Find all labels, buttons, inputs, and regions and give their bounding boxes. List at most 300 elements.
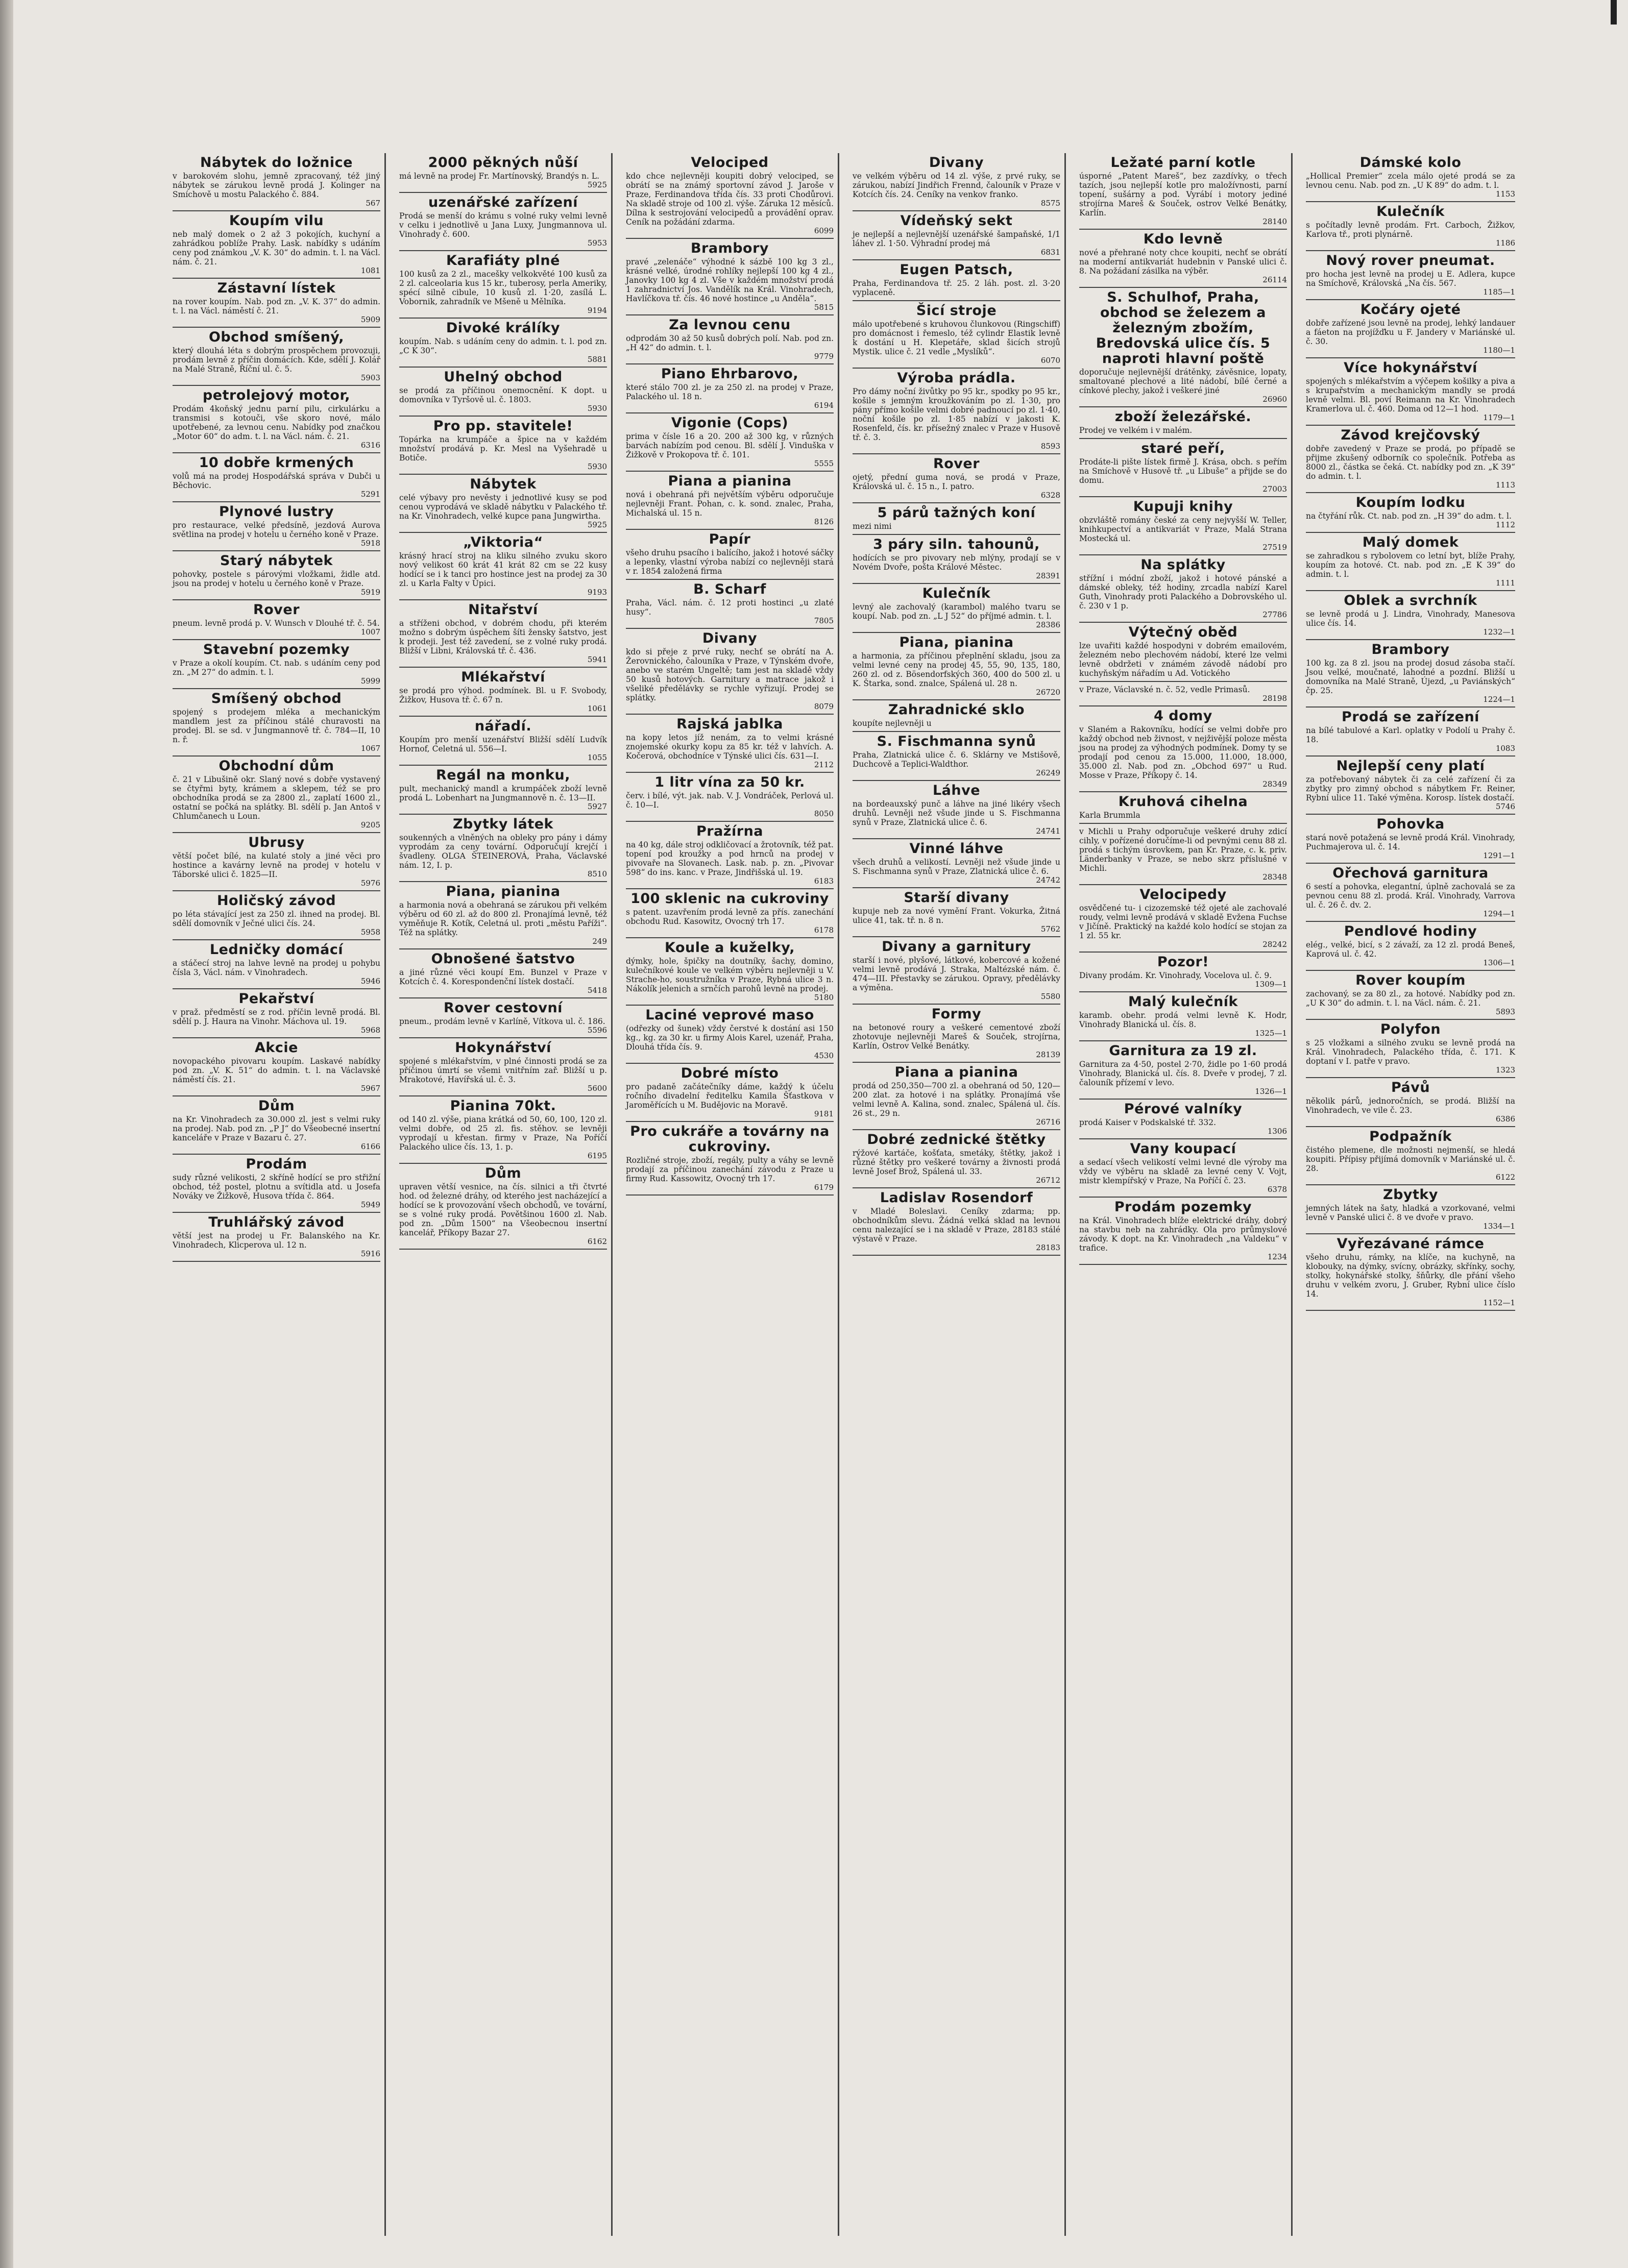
ad-title: Zbytky látek [452,816,554,832]
ad-text: od 140 zl. výše, piana krátká od 50, 60, 100, 120 zl. velmi dobře, od 25 zl. fis. stěhov. se levněji vyprodají u křestan. firmy v Praze, Na Poříčí Palackého ulice čís. 13, 1. p. [399,1115,607,1152]
ad-text: spojených s mlékařstvím a výčepem košilky a piva a s krupařstvím a mechanickým mandly se prodá levně velmi. Bl. poví Reimann na Kr. Vinohradech Kramerlova ul. č. 460. Doma od 12—1 hod. [1306,377,1515,413]
classified-ad [1306,1185,1515,1234]
classified-ad [1079,706,1287,792]
classified-ad [1306,426,1515,493]
classified-ad [173,386,380,453]
ad-reference-number: 9205 [360,820,380,830]
ad-text: všeho druhu psacího i balícího, jakož i hotové sáčky a lepenky, vlastní výroba nabízí co nejlevněji stará v r. 1854 založená firma [626,548,834,576]
ad-title: Pražírna [696,823,764,839]
ad-title: Pro cukráře a továrny na cukroviny. [630,1124,830,1155]
classified-ad [853,1130,1060,1188]
classified-ad [1306,251,1515,300]
ad-text: Divany prodám. Kr. Vinohrady, Vocelova ul. č. 9. [1079,971,1272,980]
ad-text: koupím. Nab. s udáním ceny do admin. t. l. pod zn. „C K 30“. [399,337,607,355]
classified-ad [173,600,380,640]
ad-title: Garnitura za 19 zl. [1109,1043,1257,1059]
classified-ad [1079,623,1287,682]
classified-ad [626,822,834,889]
ad-text: odprodám 30 až 50 kusů dobrých polí. Nab. pod zn. „H 42“ do admin. t. l. [626,334,834,352]
classified-ad [1306,864,1515,922]
classified-ad [399,600,607,668]
ad-reference-number: 5291 [360,490,380,499]
ad-reference-number: 28242 [1262,940,1287,949]
classified-ad [1306,1127,1515,1185]
ad-title: Pávů [1391,1080,1430,1095]
ad-reference-number: 28349 [1262,779,1287,789]
ad-text: ojetý, přední guma nová, se prodá v Praze, Královská ul. č. 15 n., I. patro. [853,473,1060,491]
classified-ad [853,700,1060,732]
ad-title: 5 párů tažných koní [877,505,1036,521]
ad-title: Truhlářský závod [208,1214,345,1230]
ad-text: volů má na prodej Hospodářská správa v Dubči u Běchovic. [173,472,380,490]
ad-title: Pozor! [1157,954,1209,970]
ad-title: Kdo levně [1143,231,1223,247]
classified-ad [173,453,380,502]
column-1 [168,153,386,2236]
ad-text: a jiné různé věci koupí Em. Bunzel v Praze v Kotcích č. 4. Korespondenční lístek dostačí. [399,968,607,986]
classified-ad [626,239,834,315]
ad-title: Kulečník [1376,204,1445,220]
ad-reference-number: 1334—1 [1483,1222,1515,1231]
classified-ad [1306,202,1515,251]
classified-ad [1079,1198,1287,1265]
ad-text: krásný hrací stroj na kliku silného zvuku skoro nový velikost 60 krát 41 krát 82 cm se 22 kusy hodící se i k tanci pro hostince jest na prodej za 30 zl. u Karla Falty v Úpici. [399,551,607,588]
ad-title: Pérové valníky [1124,1101,1243,1117]
ad-title: staré peří, [1141,441,1225,456]
ad-title: S. Schulhof, Praha, obchod se železem a železným zbožím, Bredovská ulice čís. 5 naproti hlavní poště [1096,289,1271,367]
classified-ad [1306,1234,1515,1311]
classified-ad [399,1038,607,1096]
classified-ad [626,530,834,580]
ad-title: Obchod smíšený, [208,329,345,345]
classified-ad [399,717,607,766]
ad-title: Kupuji knihy [1133,499,1233,515]
ad-reference-number: 1306—1 [1483,958,1515,967]
ad-text: čistého plemene, dle možnosti nejmenší, se hledá koupiti. Přípisy přijímá domovník v Mariánské ul. č. 28. [1306,1145,1515,1173]
ad-text: za potřebovaný nábytek či za celé zařízení či za zbytky pro zimný obchod s nábytkem Fr. Reiner, Rybní ulice 11. Také výměna. Korosp. lístek dostačí. [1306,775,1515,802]
ad-title: Divany a garnitury [882,939,1031,955]
ad-title: Vany koupací [1130,1141,1236,1157]
ad-text: kdo chce nejlevněji koupiti dobrý velociped, se obrátí se na známý sportovní závod J. Jaroše v Praze, Ferdinandova třída čís. 33 proti Chodůrovi. Na skladě stroje od 100 zl. výše. Záruka 12 měsíců. Dílna k sestrojování velocipedů a provádění oprav. Ceník na požádání zdarma. [626,172,834,227]
ad-text: Praha, Václ. nám. č. 12 proti hostinci „u zlaté husy“. [626,598,834,617]
ad-text: osvědčené tu- i cizozemské též ojeté ale zachovalé roudy, velmi levně prodává v skladě Evžena Fuchse v Jičíně. Praktický na každé kolo hodící se stojan za 1 zl. 55 kr. [1079,904,1287,940]
ad-reference-number: 1186 [1495,238,1515,248]
ad-title: Šicí stroje [916,303,997,319]
ad-text: pult, mechanický mandl a krumpáček zboží levně prodá L. Lobenhart na Jungmannově n. č. 13—II. [399,784,607,802]
ad-title: Divany [929,155,984,170]
classified-ad [1306,757,1515,815]
column-4 [848,153,1066,2236]
ad-reference-number: 1323 [1495,1065,1515,1075]
ad-title: Kočáry ojeté [1360,302,1461,318]
ad-title: Za levnou cenu [669,317,791,333]
classified-ad [399,193,607,251]
ad-text: úsporné „Patent Mareš“, bez zazdívky, o třech tazích, jsou nejlepší kotle pro maložívnosti, parní topení, sušárny a pod. Vyrábí i motory jediné strojírna Mareš & Souček, ostrov Velké Benátky, Karlín. [1079,172,1287,217]
ad-title: zboží železářské. [1114,409,1252,425]
column-3 [622,153,839,2236]
classified-ad [399,153,607,193]
ad-title: Výroba prádla. [897,370,1016,386]
ad-text: v Praze, Václavské n. č. 52, vedle Primasů. [1079,685,1250,694]
ad-title: Piana, pianina [899,635,1014,650]
ad-title: Rajská jablka [676,716,783,732]
ad-text: elég., velké, bicí, s 2 závaží, za 12 zl. prodá Beneš, Kaprová ul. č. 42. [1306,940,1515,959]
ad-title: Polyfon [1380,1021,1441,1037]
ad-title: Koule a kuželky, [665,940,795,956]
ad-reference-number: 9181 [814,1109,834,1118]
classified-ad [1079,153,1287,230]
ad-text: pro restaurace, velké předsíně, jezdová Aurova světlina na prodej v hotelu u černého koně v Praze. [173,521,380,539]
ad-title: Dámské kolo [1359,155,1462,170]
ad-title: Vigonie (Cops) [671,415,789,431]
ad-title: S. Fischmanna synů [877,734,1036,749]
ad-reference-number: 1112 [1495,520,1515,529]
ad-text: upraven větší vesnice, na čís. silnici a tři čtvrté hod. od železné dráhy, od kterého jest nacházející a hodící se k provozování všech obchodů, ve tovární, se s volné ruky prodá. Povětšinou 1600 zl. Nab. pod zn. „Dům 1500“ na Všeobecnou insertní kancelář, Příkopy Bazar 27. [399,1182,607,1237]
ad-text: sudy různé velikosti, 2 skříně hodící se pro střižní obchod, též postel, plotnu a svítidla atd. u Josefa Nováky ve Žižkově, Husova třída č. 864. [173,1173,380,1201]
ad-reference-number: 1152—1 [1483,1298,1515,1307]
ad-reference-number: 6122 [1495,1173,1515,1182]
ad-text: obzvláště romány české za ceny nejvyšší W. Teller, knihkupectví a antikvariát v Praze, Malá Strana Mostecká ul. [1079,516,1287,543]
ad-reference-number: 5600 [587,1084,607,1093]
classified-ad [1306,300,1515,358]
classified-ad [626,315,834,364]
ad-title: Mlékařství [461,669,545,685]
ad-title: Piana a pianina [894,1064,1018,1080]
ad-reference-number: 9194 [587,306,607,315]
ad-reference-number: 26712 [1036,1176,1060,1185]
classified-ad [1306,493,1515,533]
ad-reference-number: 1083 [1495,744,1515,753]
ad-title: Pendlové hodiny [1344,923,1477,939]
ad-text: na kopy letos jíž nenám, za to velmi krásné znojemské okurky kopu za 85 kr. též v lahvích. A. Kočerová, obchodníce v Týnské ulici čís. 631—I. [626,733,834,761]
ad-title: Prodá se zařízení [1342,709,1479,725]
ad-title: Zbytky [1383,1187,1438,1203]
ad-title: Pianina 70kt. [450,1098,556,1114]
classified-ad [1306,358,1515,426]
classified-ad [1079,1100,1287,1139]
ad-reference-number: 26716 [1036,1117,1060,1127]
classified-ad [853,888,1060,937]
ad-text: lze uvařiti každé hospodyni v dobrém emailovém, železném nebo plechovém nádobí, které lze velmi levně obdržeti v známém závodě nádobí pro kuchyňským nářadím u Ad. Votického [1079,641,1287,678]
ad-text: a sedací všech velikostí velmi levné dle výroby ma vždy ve výběru na skladě za levné ceny V. Vojt, mistr klempířský v Praze, Na Poříčí č. 23. [1079,1158,1287,1185]
ad-reference-number: 8050 [814,809,834,818]
classified-ad [1306,971,1515,1020]
ad-reference-number: 5919 [360,588,380,597]
ad-reference-number: 1234 [1267,1252,1287,1261]
ad-title: Piana a pianina [668,473,792,489]
ad-title: Vyřezávané rámce [1337,1236,1485,1252]
ad-reference-number: 5918 [360,539,380,548]
classified-ad [853,1005,1060,1063]
classified-ad [173,1096,380,1155]
classified-ad [853,369,1060,454]
ad-reference-number: 28391 [1036,571,1060,580]
classified-ad [173,833,380,891]
ad-text: v barokovém slohu, jemně zpracovaný, též jiný nábytek se zárukou levně prodá J. Kolinger na Smíchově u mostu Palackého č. 884. [173,172,380,199]
classified-ad [1079,230,1287,288]
page-binding-shadow [0,0,13,2268]
ad-title: Rover [253,602,300,618]
ad-title: Dobré místo [681,1065,779,1081]
ad-reference-number: 249 [592,937,607,946]
ad-reference-number: 5903 [360,373,380,382]
ad-reference-number: 1179—1 [1483,413,1515,422]
classified-ad [399,998,607,1038]
ad-reference-number: 26960 [1262,395,1287,404]
classified-ad [399,668,607,717]
ad-text: (odřezky od šunek) vždy čerstvé k dostání asi 150 kg., kg. za 30 kr. u firmy Alois Karel, uzenář, Praha, Dlouhá třída čís. 9. [626,1024,834,1052]
classified-ad [173,989,380,1038]
ad-text: hodících se pro pivovary neb mlýny, prodají se v Novém Dvoře, pošta Králové Městec. [853,553,1060,572]
ad-reference-number: 5180 [814,993,834,1002]
classified-ad [1306,1020,1515,1078]
page-corner-mark [1611,0,1617,25]
ad-title: Formy [931,1006,982,1022]
classified-ad [1306,591,1515,640]
classified-ad [1306,1078,1515,1127]
ad-title: Nejlepší ceny platí [1336,758,1485,774]
ad-title: Velociped [691,155,769,170]
classified-ads-page [168,153,1521,2236]
ad-title: Brambory [1371,642,1450,657]
ad-reference-number: 5746 [1495,802,1515,811]
classified-ad [626,889,834,938]
ad-reference-number: 1291—1 [1483,851,1515,860]
ad-text: pro padaně začátečníky dáme, každý k účelu ročního divadelní ředitelku Kamila Šťastkova v Jaroměřících u M. Budějovic na Moravě. [626,1082,834,1110]
ad-reference-number: 1180—1 [1483,346,1515,355]
ad-title: Eugen Patsch, [900,262,1013,278]
ad-reference-number: 6386 [1495,1114,1515,1124]
classified-ad [853,211,1060,260]
ad-text: pohovky, postele s párovými vložkami, židle atd. jsou na prodej v hotelu u černého koně v Praze. [173,570,380,588]
ad-title: Kruhová cihelna [1118,794,1248,810]
ad-text: stará nově potažená se levně prodá Král. Vinohrady, Puchmajerova ul. č. 14. [1306,833,1515,851]
classified-ad [173,1038,380,1096]
ad-text: na Kr. Vinohradech za 30.000 zl. jest s velmi ruky na prodej. Nab. pod zn. „P J“ do Všeobecné insertní kanceláře v Praze v Bazaru č. 27. [173,1115,380,1142]
classified-ad [399,417,607,475]
ad-text: v Michli u Prahy odporučuje veškeré druhy zdicí cihly, v pořízené doručíme-li od pevnými cenu 88 zl. prodá s tichým úsrovkem, pan Kr. Praze, c. k. priv. Länderbanky v Praze, se nebo skrz příslušné v Michli. [1079,827,1287,873]
ad-text: kdo si přeje z prvé ruky, nechť se obrátí na A. Žerovnického, čalouníka v Praze, v Týnském dvoře, anebo ve starém Ungeltě; tam jest na skladě vždy 50 kusů hotových. Garnitury a matrace jakož i všeliké předělávky se rychle vyřizují. Prodej se splátky. [626,647,834,702]
ad-reference-number: 6195 [587,1151,607,1160]
ad-reference-number: 5967 [360,1084,380,1093]
ad-title: Divoké králíky [446,320,561,336]
ad-title: Regál na monku, [436,767,570,783]
classified-ad [1079,407,1287,439]
ad-title: Stavební pozemky [203,642,350,657]
ad-title: Piano Ehrbarovo, [661,366,799,382]
ad-title: Holičský závod [216,893,336,909]
classified-ad [1079,682,1287,706]
classified-ad [399,1096,607,1164]
classified-ad [1079,953,1287,992]
ad-reference-number: 5596 [587,1026,607,1035]
ad-title: Obnošené šatstvo [431,951,575,967]
ad-text: na bordeauxský punč a láhve na jiné likéry všech druhů. Levněji než všude jinde u S. Fischmanna synů v Praze, Zlatnická ulice č. 6. [853,799,1060,827]
ad-title: Více hokynářství [1344,360,1477,376]
ad-text: „Hollical Premier“ zcela málo ojeté prodá se za levnou cenu. Nab. pod zn. „U K 89“ do adm. t. l. [1306,172,1515,190]
ad-reference-number: 6070 [1040,356,1060,365]
classified-ad [173,891,380,940]
ad-title: Vinné láhve [909,841,1004,857]
classified-ad [399,766,607,815]
ad-text: a harmonia nová a obehraná se zárukou při velkém výběru od 60 zl. až do 800 zl. Pronajímá levně, též vyměňuje R. Kotík, Celetná ul. proti „městu Paříži“. Též na splátky. [399,900,607,937]
classified-ad [399,251,607,319]
classified-ad [1079,1041,1287,1100]
ad-title: Akcie [255,1040,298,1056]
ad-reference-number: 1081 [360,266,380,275]
ad-text: 100 kusů za 2 zl., macešky velkokvěté 100 kusů za 2 zl. calceolaria kus 15 kr., tuberosy, perla Ameriky, spécí silně cibule, 10 kusů zl. 1·20, zasílá L. Vobornik, zahradník ve Mšeně u Mělníka. [399,270,607,306]
ad-text: dobře zavedený v Praze se prodá, po případě se přijme zkušený odborník co společník. Potřeba as 8000 zl., částka se čeká. Ct. nabídky pod zn. „K 39“ do admin. t. l. [1306,444,1515,481]
ad-text: na rover koupím. Nab. pod zn. „V. K. 37“ do admin. t. l. na Václ. náměstí č. 21. [173,297,380,315]
classified-ad [626,413,834,472]
classified-ad [173,1213,380,1262]
classified-ad [173,940,380,989]
ad-title: Hokynářství [455,1040,551,1056]
ad-text: pneum., prodám levně v Karlíně, Vítkova ul. č. 186. [399,1017,605,1026]
ad-text: všeho druhu, rámky, na klíče, na kuchyně, na klobouky, na dýmky, svícny, obrázky, skřínky, sochy, stolky, hokynářské stolky, šňůrky, dle přání všeho druhu v velkém zvoru, J. Gruber, Rybní ulice číslo 14. [1306,1253,1515,1299]
ad-reference-number: 5976 [360,879,380,888]
classified-ad [626,153,834,239]
ad-reference-number: 6162 [587,1237,607,1246]
ad-reference-number: 8575 [1040,199,1060,208]
ad-text: novopackého pivovaru koupím. Laskavé nabídky pod zn. „V. K. 51“ do admin. t. l. na Václavské náměstí čís. 21. [173,1057,380,1084]
ad-reference-number: 6099 [814,226,834,235]
classified-ad [173,328,380,386]
ad-text: levný ale zachovalý (karambol) malého tvaru se koupí. Nab. pod zn. „L J 52“ do příjmé admin. t. l. [853,602,1060,621]
classified-ad [853,260,1060,301]
ad-text: karamb. obehr. prodá velmi levně K. Hodr, Vinohrady Blanická ul. čís. 8. [1079,1011,1287,1029]
classified-ad [626,1122,834,1196]
ad-title: Rover cestovní [444,1000,563,1016]
ad-text: na čtyřání růk. Ct. nab. pod zn. „H 39“ do adm. t. l. [1306,511,1512,521]
ad-reference-number: 5909 [360,315,380,324]
ad-reference-number: 5580 [1040,992,1060,1001]
ad-text: Prodej ve velkém i v malém. [1079,426,1193,435]
ad-text: má levně na prodej Fr. Martínovský, Brandýs n. L. [399,172,600,181]
ad-title: Malý domek [1362,534,1459,550]
classified-ad [399,533,607,600]
classified-ad [853,732,1060,781]
ad-reference-number: 8593 [1040,442,1060,451]
ad-reference-number: 1294—1 [1483,909,1515,918]
ad-reference-number: 1232—1 [1483,627,1515,637]
ad-text: jemných látek na šaty, hladká a vzorkované, velmi levně v Panské ulici č. 8 ve dvoře v pravo. [1306,1204,1515,1222]
ad-title: Pohovka [1376,816,1445,832]
ad-reference-number: 1153 [1495,189,1515,199]
classified-ad [1079,497,1287,555]
classified-ad [173,279,380,328]
ad-text: s počítadly levně prodám. Frt. Carboch, Žižkov, Karlova tř., proti plynárně. [1306,221,1515,239]
ad-text: po léta stávající jest za 250 zl. ihned na prodej. Bl. sdělí domovník v Ječné ulici čís. 24. [173,910,380,928]
ad-title: Divany [702,630,758,646]
ad-text: všech druhů a velikostí. Levněji než všude jinde u S. Fischmanna synů v Praze, Zlatnická ulice č. 6. [853,858,1060,876]
ad-reference-number: 5418 [587,986,607,995]
ad-text: 6 sestí a pohovka, elegantní, úplně zachovalá se za pevnou cenu 88 zl. prodá. Král. Vinohrady, Varrova ul. č. 26 č. dv. 2. [1306,882,1515,910]
ad-reference-number: 5815 [814,303,834,312]
column-6 [1302,153,1519,2236]
classified-ad [853,633,1060,700]
ad-text: Karla Brummla [1079,811,1140,820]
ad-reference-number: 8079 [814,702,834,711]
ad-text: který dlouhá léta s dobrým prospěchem provozuji, prodám levně z příčin domácích. Kde, sdělí J. Kolář na Malé Straně, Říční ul. č. 5. [173,346,380,374]
ad-title: 1 litr vína za 50 kr. [654,774,805,790]
ad-reference-number: 1325—1 [1255,1029,1287,1038]
ad-text: rýžové kartáče, košťata, smetáky, štětky, jakož i různé štětky pro veškeré továrny a živnosti prodá levně Josef Brož, Spálená ul. 33. [853,1149,1060,1176]
ad-text: pneum. levně prodá p. V. Wunsch v Dlouhé tř. č. 54. [173,619,380,628]
ad-reference-number: 1309—1 [1255,980,1287,989]
classified-ad [173,689,380,757]
ad-reference-number: 8510 [587,869,607,879]
classified-ad [399,815,607,882]
ad-reference-number: 1007 [360,627,380,637]
ad-title: Dům [258,1098,295,1114]
ad-text: dobře zařízené jsou levně na prodej, lehký landauer a fáeton na projížďku u F. Jandery v Mariánské ul. č. 30. [1306,319,1515,346]
ad-text: se levně prodá u J. Lindra, Vinohrady, Manesova ulice čís. 14. [1306,609,1515,628]
ad-text: a stříženi obchod, v dobrém chodu, při kterém možno s dobrým úspěchem šíti žensky šatstvo, jest k prodeji. Jest též zavedení, se z volné ruky prodá. Bližší v Libni, Královská tř. č. 436. [399,619,607,655]
ad-text: doporučuje nejlevnější drátěnky, závěsnice, lopaty, smaltované plechové a lité nádobí, bílé černé a cínkové plechy, jakož i veškeré jiné [1079,368,1287,395]
classified-ad [853,1063,1060,1130]
classified-ad [853,503,1060,535]
classified-ad [853,1188,1060,1256]
ad-text: na betonové roury a veškeré cementové zboží zhotovuje nejlevněji Mareš & Souček, strojírna, Karlín, Ostrov Velké Benátky. [853,1023,1060,1051]
ad-text: větší počet bílé, na kulaté stoly a jiné věci pro hostince a kavárny levně na prodej v hotelu v Táborské ulici č. 1825—II. [173,851,380,879]
ad-title: nářadí. [474,718,532,734]
ad-reference-number: 5941 [587,655,607,664]
ad-text: prodá Kaiser v Podskalské tř. 332. [1079,1118,1217,1127]
ad-text: které stálo 700 zl. je za 250 zl. na prodej v Praze, Palackého ul. 18 n. [626,383,834,401]
ad-reference-number: 6166 [360,1142,380,1151]
classified-ad [399,949,607,998]
classified-ad [1079,792,1287,824]
ad-text: Praha, Zlatnická ulice č. 6. Sklárny ve Mstišově, Duchcově a Teplici-Waldthor. [853,750,1060,769]
ad-title: Vídeňský sekt [900,213,1013,229]
ad-title: Nábytek [470,476,537,492]
ad-reference-number: 5930 [587,462,607,471]
ad-reference-number: 26249 [1036,768,1060,777]
ad-title: Brambory [690,240,769,256]
ad-title: Výtečný oběd [1128,624,1238,640]
ad-text: dýmky, hole, špičky na doutníky, šachy, domino, kulečníkové koule ve velkém výběru nejlevněji u V. Strache-ho, soustružníka v Praze, Rybná ulice 3 n. Nákolík jelenich a srnčích parohů levně na prodej. [626,957,834,993]
classified-ad [1306,153,1515,202]
classified-ad [1079,288,1287,407]
ad-title: 10 dobře krmených [199,455,354,471]
classified-ad [853,584,1060,633]
ad-text: v Praze a okolí koupím. Ct. nab. s udáním ceny pod zn. „M 27“ do admin. t. l. [173,659,380,677]
ad-title: Podpažník [1369,1129,1452,1144]
ad-text: se prodá pro výhod. podmínek. Bl. u F. Svobody, Žižkov, Husova tř. č. 67 n. [399,686,607,704]
ad-reference-number: 5555 [814,459,834,468]
ad-title: Starý nábytek [220,553,333,569]
classified-ad [853,301,1060,369]
ad-text: neb malý domek o 2 až 3 pokojích, kuchyní a zahrádkou poblíže Prahy. Lask. nabídky s udáním ceny pod známkou „V. K. 30“ do admin. t. l. na Václ. nám. č. 21. [173,230,380,266]
ad-title: Karafiáty plné [446,253,560,269]
ad-reference-number: 28198 [1262,694,1287,703]
ad-title: Ubrusy [248,835,305,850]
ad-text: koupíte nejlevněji u [853,719,932,728]
ad-title: Prodám pozemky [1114,1199,1252,1215]
ad-text: v praž. předměstí se z rod. příčin levně prodá. Bl. sdělí p. J. Haura na Vinohr. Máchova ul. 19. [173,1008,380,1026]
ad-reference-number: 1061 [587,704,607,713]
ad-reference-number: 6831 [1040,248,1060,257]
ad-reference-number: 24742 [1036,875,1060,885]
ad-title: Na splátky [1140,557,1226,573]
ad-reference-number: 28183 [1036,1243,1060,1252]
ad-text: na 40 kg, dále stroj odkličovací a žrotovník, též pat. topení pod kroužky a pod hrnců na prodej v pivovaře na Slovanech. Lask. nab. p. zn. „Pivovar 598“ do ins. kanc. v Praze, Jindřišská ul. 19. [626,840,834,877]
ad-reference-number: 5958 [360,928,380,937]
ad-text: starší i nové, plyšové, látkové, kobercové a kožené velmi levně prodává J. Straka, Maltézské nám. č. 474—III. Přestavky se zárukou. Opravy, předělávky a výměna. [853,956,1060,992]
classified-ad [399,475,607,533]
ad-reference-number: 24741 [1036,826,1060,836]
